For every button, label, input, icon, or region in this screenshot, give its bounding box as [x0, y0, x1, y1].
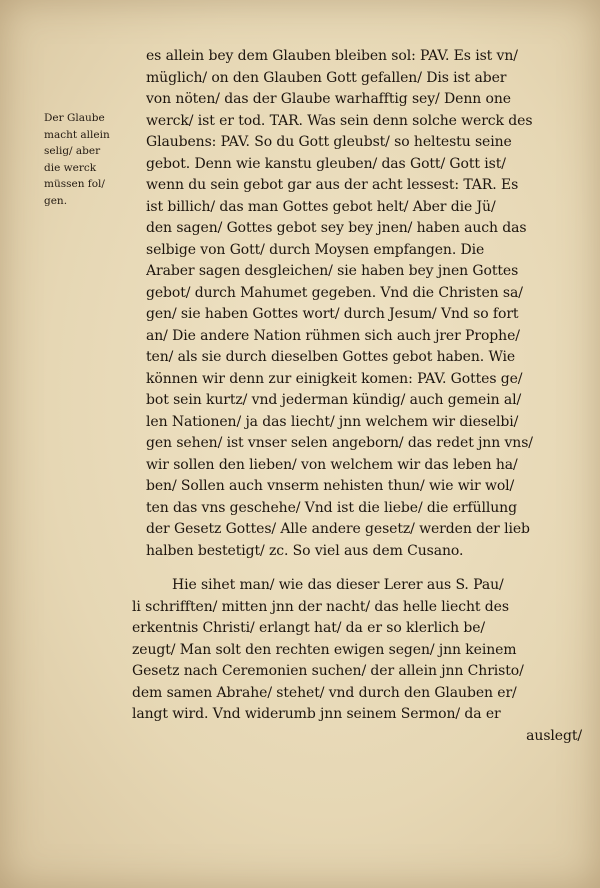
text-line: gebot/ durch Mahumet gegeben. Vnd die Christen sa/	[146, 284, 523, 301]
text-line: ten das vns geschehe/ Vnd ist die liebe/ die erfüllung	[146, 499, 517, 516]
gloss-line: selig/ aber	[44, 145, 101, 157]
marginal-gloss	[44, 110, 144, 209]
text-line: ben/ Sollen auch vnserm nehisten thun/ wie wir wol/	[146, 478, 515, 494]
text-line: halben bestetigt/ zc. So viel aus dem Cusano.	[146, 542, 464, 559]
text-line: ten/ als sie durch dieselben Gottes gebot haben. Wie	[146, 349, 516, 365]
text-line: von nöten/ das der Glaube warhafftig sey/ Denn one	[146, 91, 511, 107]
text-line: ist billich/ das man Gottes gebot helt/ Aber die Jü/	[146, 198, 496, 215]
text-line: erkentnis Christi/ erlangt hat/ da er so klerlich be/	[132, 620, 485, 636]
text-line: gen/ sie haben Gottes wort/ durch Jesum/ Vnd so fort	[146, 306, 519, 322]
text-line: es allein bey dem Glauben bleiben sol: PAV. Es ist vn/	[146, 48, 518, 64]
text-line: langt wird. Vnd widerumb jnn seinem Sermon/ da er	[132, 706, 501, 722]
text-line: Araber sagen desgleichen/ sie haben bey jnen Gottes	[146, 263, 519, 279]
text-line: li schrifften/ mitten jnn der nacht/ das helle liecht des	[132, 598, 509, 615]
text-line: dem samen Abrahe/ stehet/ vnd durch den Glauben er/	[132, 684, 517, 701]
gloss-line: die werck	[44, 161, 97, 174]
text-line: gen sehen/ ist vnser selen angeborn/ das redet jnn vns/	[146, 435, 533, 451]
text-line: bot sein kurtz/ vnd jederman kündig/ auch gemein al/	[146, 392, 522, 408]
text-line: gebot. Denn wie kanstu gleuben/ das Gott/ Gott ist/	[146, 155, 506, 172]
main-paragraph	[146, 46, 596, 562]
gloss-line: gen.	[44, 194, 68, 207]
text-line: Hie sihet man/ wie das dieser Lerer aus S. Pau/	[172, 577, 504, 593]
text-line: wenn du sein gebot gar aus der acht lessest: TAR. Es	[146, 177, 519, 193]
text-line: an/ Die andere Nation rühmen sich auch jrer Prophe/	[146, 327, 520, 344]
gloss-line: müssen fol/	[44, 178, 105, 190]
catchword-line: auslegt/	[526, 727, 582, 744]
gloss-line: Der Glaube	[44, 112, 105, 124]
text-line: len Nationen/ ja das liecht/ jnn welchem wir dieselbi/	[146, 413, 519, 430]
second-paragraph	[132, 575, 594, 747]
text-line: der Gesetz Gottes/ Alle andere gesetz/ werden der lieb	[146, 521, 530, 537]
text-line: den sagen/ Gottes gebot sey bey jnen/ haben auch das	[146, 220, 527, 236]
gloss-line: macht allein	[44, 128, 110, 141]
text-line: selbige von Gott/ durch Moysen empfangen. Die	[146, 241, 485, 258]
text-line: müglich/ on den Glauben Gott gefallen/ Dis ist aber	[146, 69, 507, 86]
text-line: Glaubens: PAV. So du Gott gleubst/ so heltestu seine	[146, 134, 512, 150]
text-line: Gesetz nach Ceremonien suchen/ der allein jnn Christo/	[132, 663, 524, 679]
text-line: können wir denn zur einigkeit komen: PAV. Gottes ge/	[146, 370, 523, 387]
text-line: zeugt/ Man solt den rechten ewigen segen/ jnn keinem	[132, 641, 517, 658]
text-line: wir sollen den lieben/ von welchem wir das leben ha/	[146, 456, 518, 473]
text-line: werck/ ist er tod. TAR. Was sein denn solche werck des	[146, 112, 533, 129]
